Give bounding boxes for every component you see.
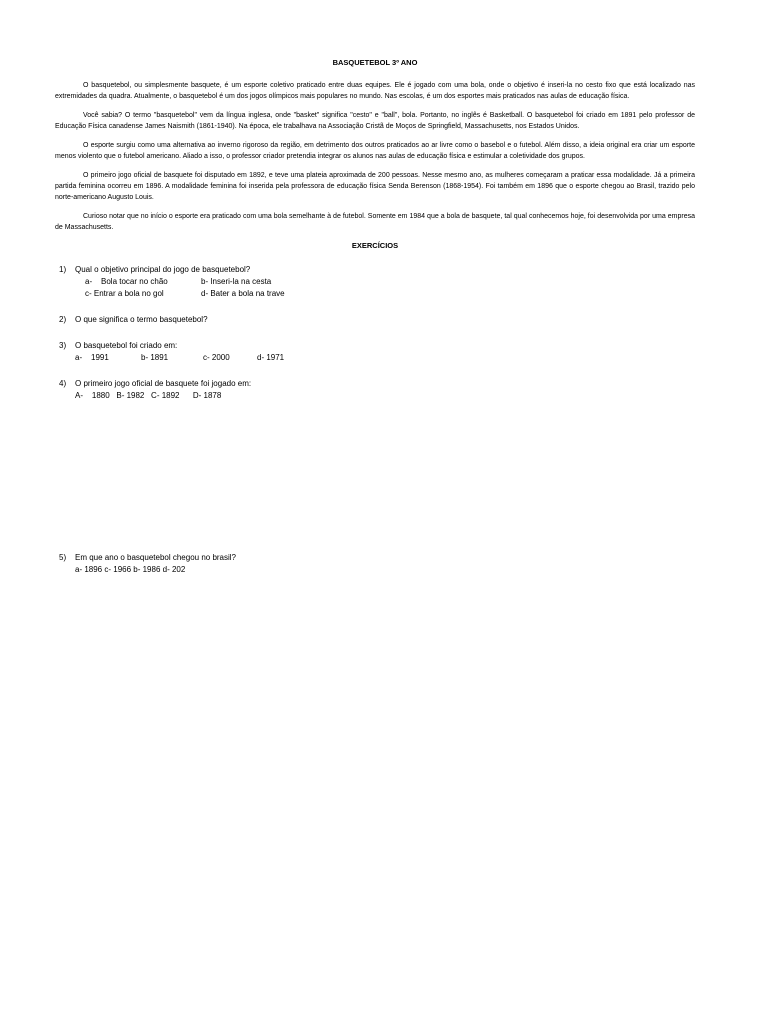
option-c: c- 2000 xyxy=(203,353,230,362)
paragraph-3: O esporte surgiu como uma alternativa ao inverno rigoroso da região, em detrimento dos outros praticados ao ar livre como o basebol e o futebol. Além disso, a ideia original era criar um esporte menos violento que o futebol americano. Aliado a isso, o professor criador pretendia integrar os alunos nas aulas de educação física e estimular a coletividade dos grupos. xyxy=(55,142,695,160)
options-line: a- 1896 c- 1966 b- 1986 d- 202 xyxy=(75,565,186,574)
question-4 xyxy=(55,378,695,402)
exercises-title: EXERCÍCIOS xyxy=(351,241,399,250)
question-number: 4) xyxy=(59,379,67,388)
question-3 xyxy=(55,340,695,364)
question-number: 3) xyxy=(59,341,67,350)
question-number: 2) xyxy=(59,315,67,324)
question-number: 5) xyxy=(59,553,67,562)
question-text: Em que ano o basquetebol chegou no brasil? xyxy=(75,553,237,562)
answer-options xyxy=(55,390,695,402)
answer-options xyxy=(55,276,695,300)
paragraph-5: Curioso notar que no início o esporte era praticado com uma bola semelhante à de futebol. Somente em 1984 que a bola de basquete, tal qual conhecemos hoje, foi desenvolvida por uma empresa de Massachusetts. xyxy=(55,213,695,231)
paragraph-1: O basquetebol, ou simplesmente basquete, é um esporte coletivo praticado entre duas equipes. Ele é jogado com uma bola, onde o objetivo é inseri-la no cesto fixo que está localizado nas extremidades da quadra. Atualmente, o basquetebol é um dos jogos olímpicos mais populares no mundo. Nas escolas, é um dos esportes mais praticados nas aulas de educação física. xyxy=(55,82,695,100)
options-line: A- 1880 B- 1982 C- 1892 D- 1878 xyxy=(75,391,222,400)
option-d: d- Bater a bola na trave xyxy=(201,289,285,298)
option-d: d- 1971 xyxy=(257,353,285,362)
document-title: BASQUETEBOL 3º ANO xyxy=(332,58,418,67)
option-b: b- Inseri-la na cesta xyxy=(201,277,272,286)
question-text: O primeiro jogo oficial de basquete foi jogado em: xyxy=(75,379,252,388)
answer-options xyxy=(55,564,695,576)
question-text: O que significa o termo basquetebol? xyxy=(75,315,208,324)
option-b: b- 1891 xyxy=(141,353,169,362)
question-1 xyxy=(55,264,695,300)
question-2 xyxy=(55,314,695,326)
paragraph-4: O primeiro jogo oficial de basquete foi disputado em 1892, e teve uma plateia aproximada de 200 pessoas. Nesse mesmo ano, as mulheres começaram a praticar essa modalidade. Já a primeira partida feminina ocorreu em 1896. A modalidade feminina foi inserida pela professora de educação física Senda Berenson (1868-1954). Foi também em 1896 que o esporte chegou ao Brasil, trazido pelo norte-americano Augusto Louis. xyxy=(55,172,695,201)
question-number: 1) xyxy=(59,265,67,274)
option-c: c- Entrar a bola no gol xyxy=(85,289,164,298)
question-text: Qual o objetivo principal do jogo de basquetebol? xyxy=(75,265,251,274)
paragraph-2: Você sabia? O termo "basquetebol" vem da língua inglesa, onde "basket" significa "cesto" e "ball", bola. Portanto, no inglês é Basketball. O basquetebol foi criado em 1891 pelo professor de Educação Física canadense James Naismith (1861-1940). Na época, ele trabalhava na Associação Cristã de Moços de Springfield, Massachusetts, nos Estados Unidos. xyxy=(55,112,695,130)
question-5 xyxy=(55,552,695,576)
answer-options xyxy=(55,352,695,364)
option-a: a- 1991 xyxy=(75,353,109,362)
option-a: a- Bola tocar no chão xyxy=(85,277,168,286)
question-text: O basquetebol foi criado em: xyxy=(75,341,178,350)
